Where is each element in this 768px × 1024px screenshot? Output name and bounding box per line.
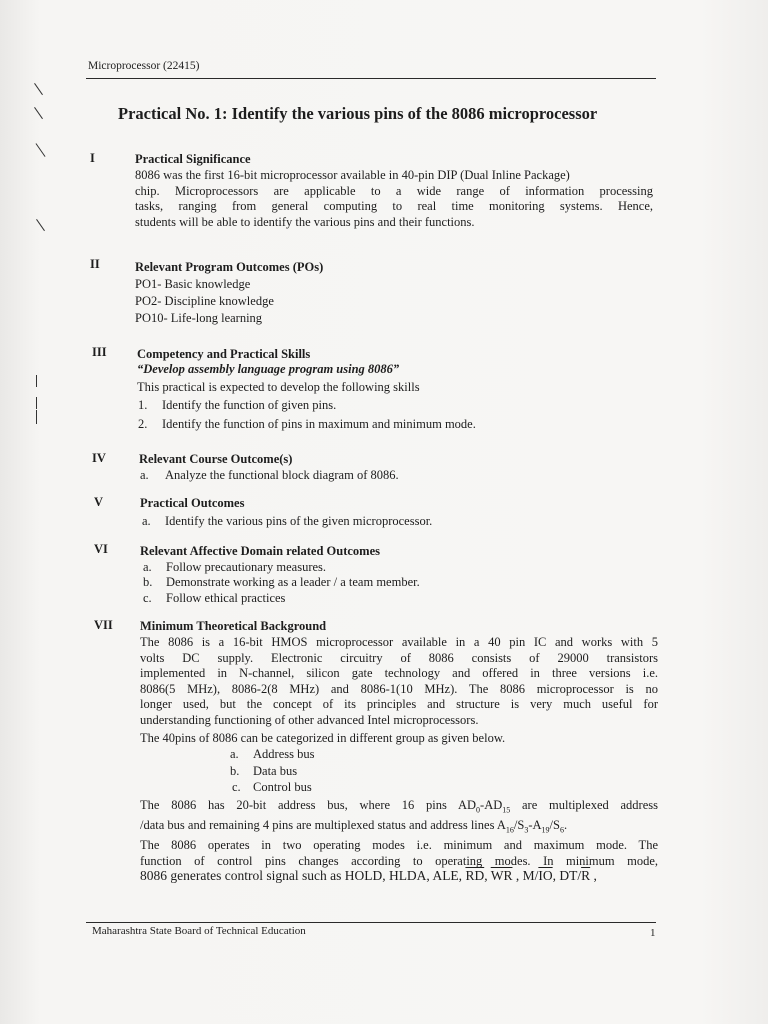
list-item: Identify the function of given pins. [162,398,337,412]
section-heading: Practical Significance [135,152,251,166]
text-line: understanding functioning of other advanced Intel microprocessors. [140,712,479,727]
list-item: Identify the function of pins in maximum and minimum mode. [162,417,476,431]
list-marker: a. [230,747,239,761]
text-line: longer used, but the concept of its principles and structure is very much useful for [140,697,658,711]
section-number: I [90,151,95,165]
text-line: function of control pins changes according to operating modes. In minimum mode, [140,853,658,868]
r-signal: $\overline{R}$ [581,868,591,883]
list-marker: 2. [138,417,148,431]
section-number: VI [94,542,108,556]
background-paragraph-3 [140,798,658,869]
section-heading: Minimum Theoretical Background [140,619,327,633]
list-item: Identify the various pins of the given microprocessor. [165,514,433,528]
background-paragraph-1 [140,635,658,728]
list-item: PO2- Discipline knowledge [135,294,274,308]
control-signals-line: 8086 generates control signal such as HOLD, HLDA, ALE, $\overline{RD}$, $\overline{WR}$ , $M/\overline{IO}$, $DT/\overline{R}$ , [140,868,597,883]
list-marker: c. [232,780,241,794]
list-marker: 1. [138,398,148,412]
list-item: Follow ethical practices [166,591,286,605]
section-heading: Relevant Course Outcome(s) [139,452,293,466]
section-body [135,168,653,230]
page-title: Practical No. 1: Identify the various pins of the 8086 microprocessor [118,104,598,123]
section-number: VII [94,618,113,632]
margin-mark [34,107,43,119]
footer-board-name: Maharashtra State Board of Technical Education [92,925,306,937]
text-line: The 8086 operates in two operating modes i.e. minimum and maximum mode. The [140,838,658,852]
margin-mark [36,397,37,409]
rd-signal: $\overline{RD}$ [465,868,485,883]
section-number: V [94,495,104,509]
margin-mark [36,410,37,424]
list-marker: b. [230,764,240,778]
footer-rule [86,922,656,923]
skills-intro: This practical is expected to develop the following skills [137,380,420,394]
background-paragraph-2: The 40pins of 8086 can be categorized in different group as given below. [140,731,506,745]
text-line: The 8086 is a 16-bit HMOS microprocessor available in a 40 pin IC and works with 5 [140,635,658,649]
list-marker: c. [143,591,152,605]
competency-statement: “Develop assembly language program using 8086” [137,362,400,376]
margin-mark [36,375,37,387]
list-item: Data bus [253,764,298,778]
text-line: The 8086 has 20-bit address bus, where 16 pins $AD_0-AD_{15}$ are multiplexed address [140,798,658,815]
text-line: volts DC supply. Electronic circuitry of 8086 consists of 29000 transistors [140,650,658,665]
section-number: III [92,345,107,359]
list-item: Demonstrate working as a leader / a team member. [166,575,420,589]
io-signal: $\overline{IO}$ [538,868,553,883]
list-marker: a. [140,468,149,482]
section-number: IV [92,451,106,465]
margin-mark [36,143,46,157]
page-number: 1 [650,927,656,939]
list-item: Address bus [253,747,315,761]
list-marker: a. [142,514,151,528]
wr-signal: $\overline{WR}$ [490,868,513,883]
header-course: Microprocessor (22415) [88,60,200,72]
section-heading: Relevant Affective Domain related Outcomes [140,544,380,558]
list-marker: b. [143,575,153,589]
list-item: Control bus [253,780,312,794]
text-line: 8086 was the first 16-bit microprocessor available in 40-pin DIP (Dual Inline Package) [135,168,570,182]
margin-mark [36,219,45,231]
section-number: II [90,257,100,271]
section-heading: Competency and Practical Skills [137,347,311,361]
list-item: Analyze the functional block diagram of 8086. [165,468,399,482]
text-line: 8086(5 MHz), 8086-2(8 MHz) and 8086-1(10 MHz). The 8086 microprocessor is no [140,681,658,696]
text-line: implemented in N-channel, silicon gate technology and offered in three versions i.e. [140,666,658,680]
header-rule [86,78,656,79]
text-line: students will be able to identify the various pins and their functions. [135,214,475,229]
list-item: PO1- Basic knowledge [135,277,251,291]
section-heading: Practical Outcomes [140,496,245,510]
text-line: tasks, ranging from general computing to real time monitoring systems. Hence, [135,199,653,213]
list-item: PO10- Life-long learning [135,311,263,325]
list-marker: a. [143,560,152,574]
text-line: chip. Microprocessors are applicable to a wide range of information processing [135,183,653,198]
section-heading: Relevant Program Outcomes (POs) [135,260,324,274]
margin-mark [34,83,43,95]
text-line: /data bus and remaining 4 pins are multiplexed status and address lines $A_{16}/S_3-A_{19}/S_6$. [140,818,568,835]
po-list [135,276,274,327]
list-item: Follow precautionary measures. [166,560,327,574]
